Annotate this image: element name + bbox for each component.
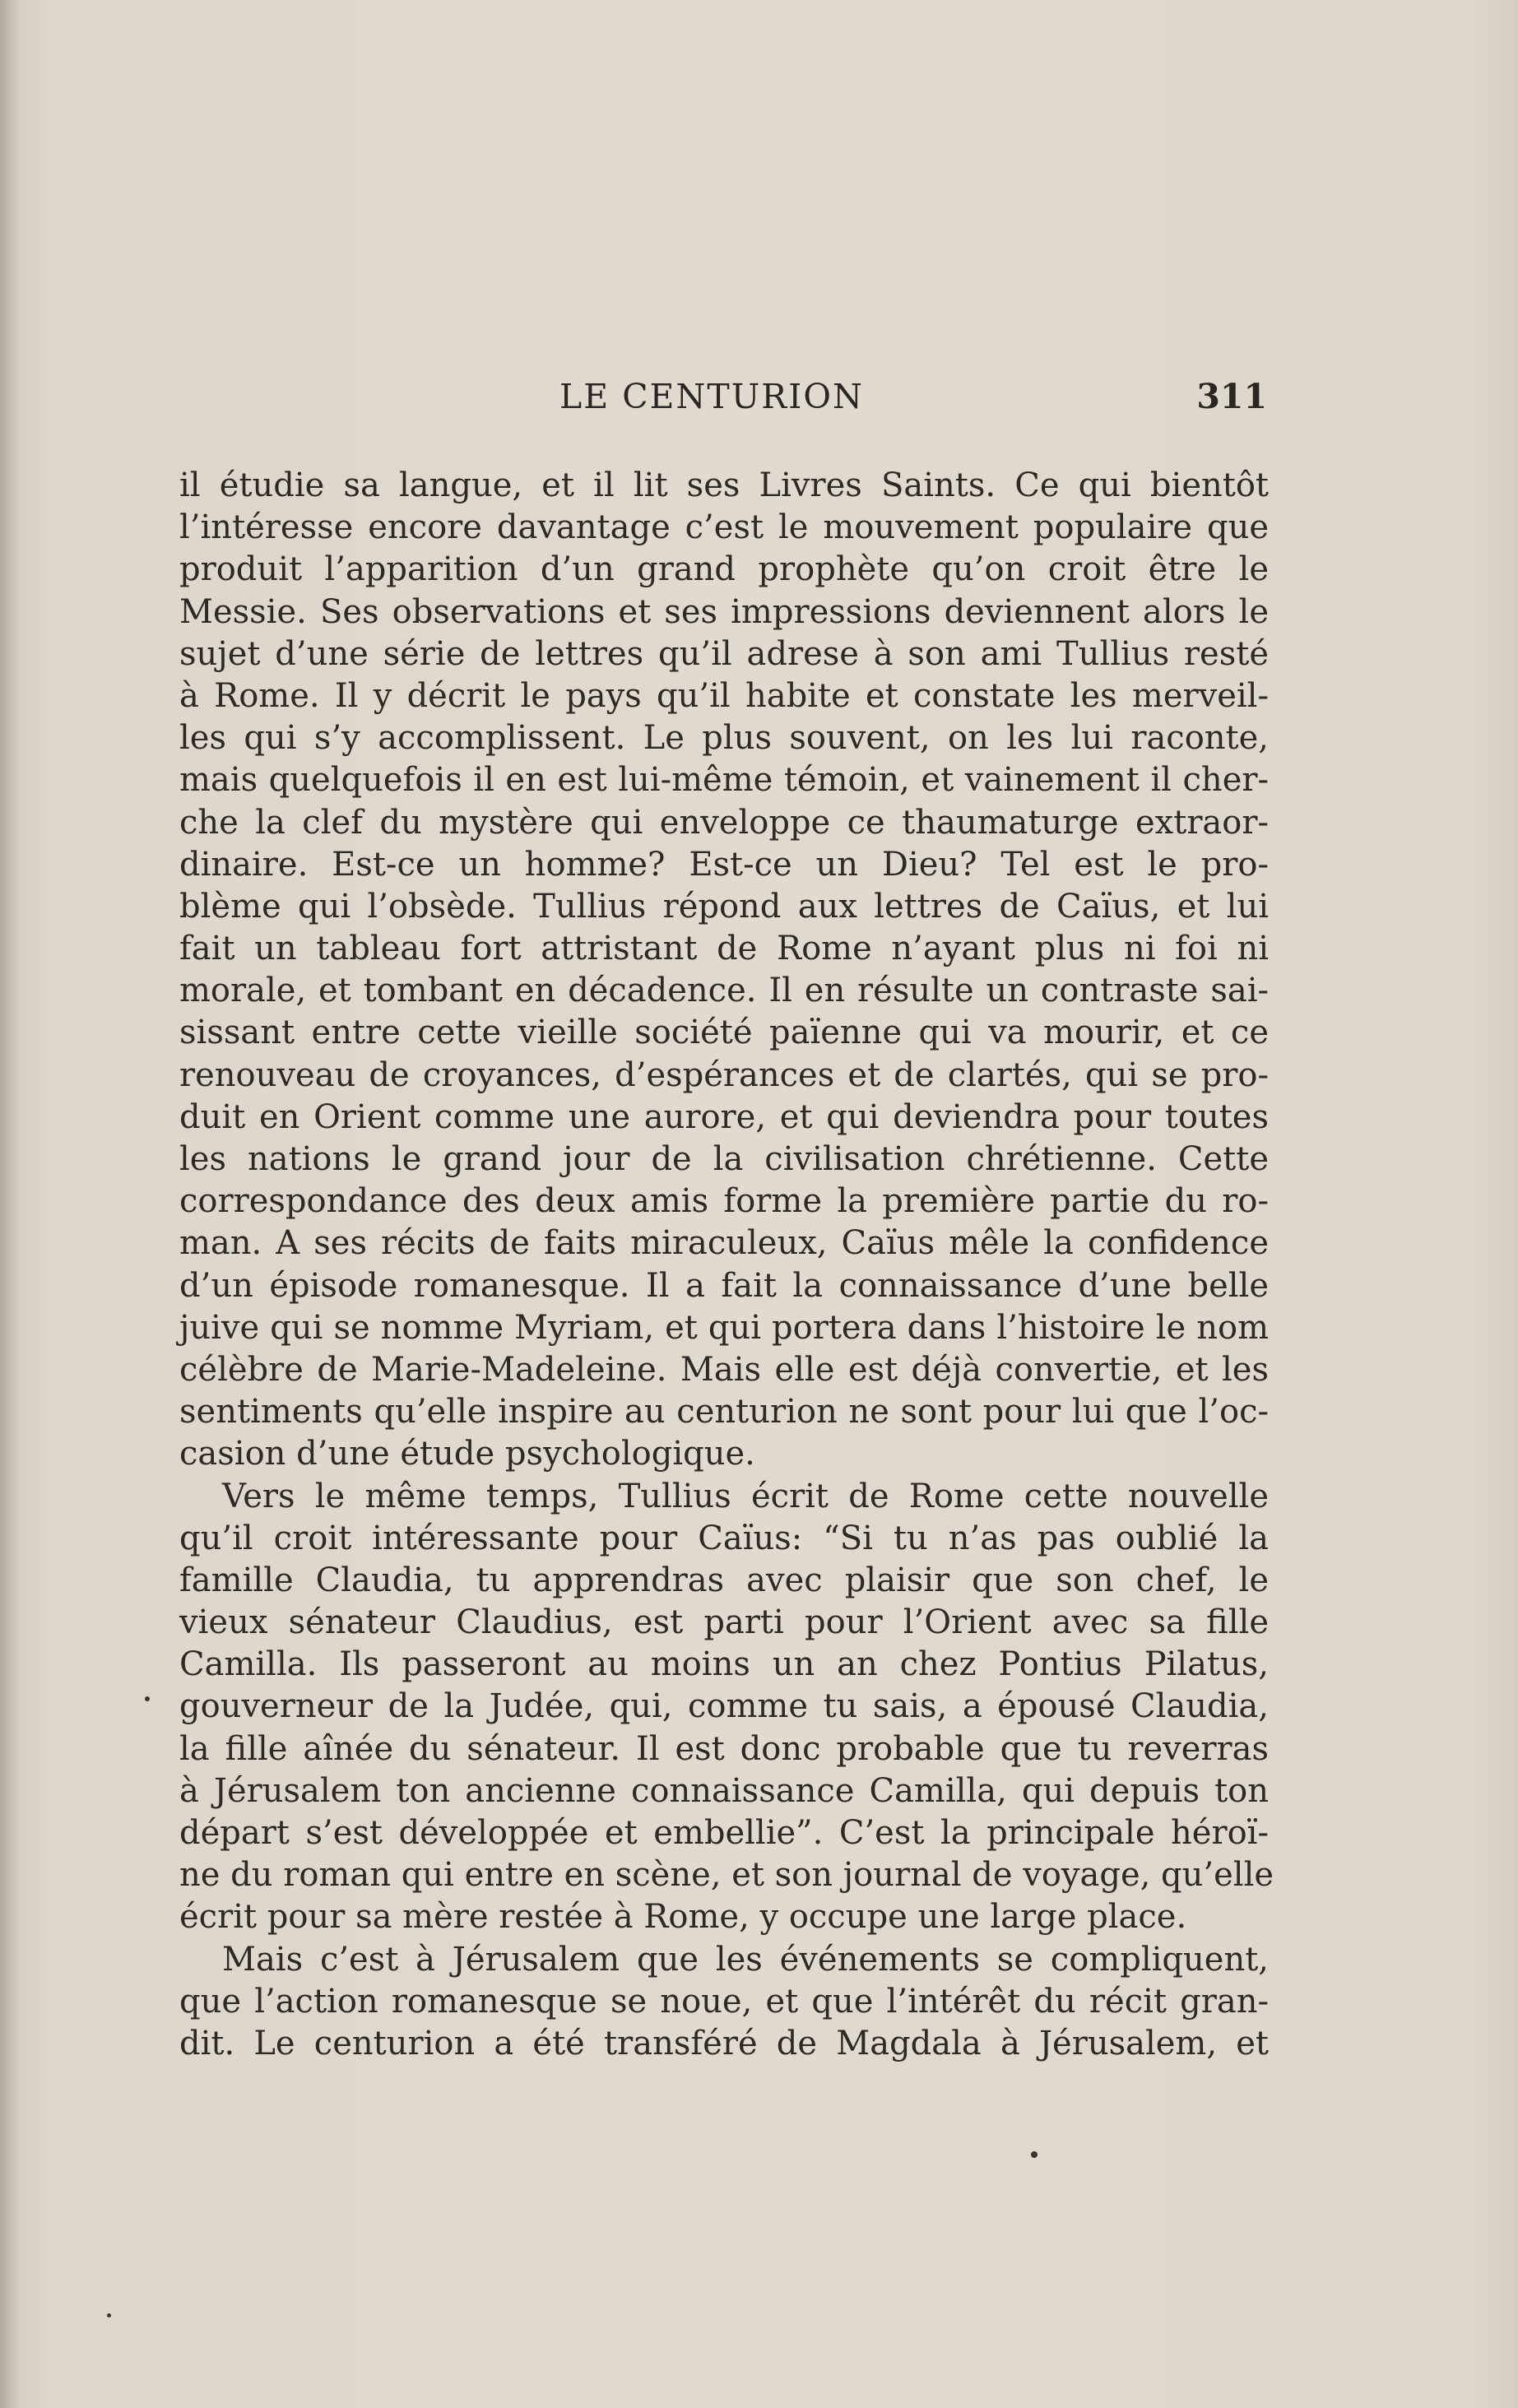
text-line: à Jérusalem ton ancienne connaissance Camilla, qui depuis ton — [179, 1771, 1269, 1810]
text-line: la fille aînée du sénateur. Il est donc probable que tu reverras — [179, 1729, 1269, 1768]
text-line: l’intéresse encore davantage c’est le mouvement populaire que — [179, 508, 1269, 547]
text-line: blème qui l’obsède. Tullius répond aux lettres de Caïus, et lui — [179, 887, 1269, 926]
text-line: gouverneur de la Judée, qui, comme tu sais, a épousé Claudia, — [179, 1687, 1269, 1726]
text-line: dit. Le centurion a été transféré de Magdala à Jérusalem, et — [179, 2024, 1269, 2062]
ink-speck — [1031, 2151, 1038, 2158]
text-line: les nations le grand jour de la civilisation chrétienne. Cette — [179, 1140, 1269, 1178]
page-edge-shadow — [0, 0, 18, 2408]
ink-speck — [107, 2313, 111, 2318]
text-line: casion d’une étude psychologique. — [179, 1435, 755, 1473]
text-line: sissant entre cette vieille société païenne qui va mourir, et ce — [179, 1014, 1269, 1052]
ink-speck — [145, 1696, 150, 1701]
text-line: à Rome. Il y décrit le pays qu’il habite et constate les merveil- — [179, 676, 1269, 715]
text-line: fait un tableau fort attristant de Rome n’ayant plus ni foi ni — [179, 930, 1269, 968]
text-line: sentiments qu’elle inspire au centurion ne sont pour lui que l’oc- — [179, 1393, 1269, 1431]
text-line: célèbre de Marie-Madeleine. Mais elle est déjà convertie, et les — [179, 1350, 1269, 1389]
text-line: sujet d’une série de lettres qu’il adrese à son ami Tullius resté — [179, 634, 1269, 673]
text-line: que l’action romanesque se noue, et que l’intérêt du récit gran- — [179, 1982, 1269, 2021]
page-number: 311 — [1196, 377, 1267, 416]
page-header — [181, 377, 1267, 426]
text-line: Camilla. Ils passeront au moins un an chez Pontius Pilatus, — [179, 1645, 1269, 1684]
text-line: duit en Orient comme une aurore, et qui deviendra pour toutes — [179, 1097, 1269, 1136]
text-line: renouveau de croyances, d’espérances et de clartés, qui se pro- — [179, 1056, 1269, 1094]
text-line: Mais c’est à Jérusalem que les événements se compliquent, — [222, 1940, 1269, 1979]
text-line: correspondance des deux amis forme la première partie du ro- — [179, 1182, 1269, 1221]
running-title: LE CENTURION — [559, 377, 864, 416]
text-line: man. A ses récits de faits miraculeux, Caïus mêle la confidence — [179, 1224, 1269, 1263]
text-line: qu’il croit intéressante pour Caïus: “Si tu n’as pas oublié la — [179, 1519, 1269, 1557]
text-line: vieux sénateur Claudius, est parti pour l’Orient avec sa fille — [179, 1603, 1269, 1642]
text-line: Messie. Ses observations et ses impressions deviennent alors le — [179, 592, 1269, 631]
text-line: départ s’est développée et embellie”. C’est la principale héroï- — [179, 1814, 1269, 1852]
text-line: mais quelquefois il en est lui-même témoin, et vainement il cher- — [179, 761, 1269, 800]
text-line: Vers le même temps, Tullius écrit de Rome cette nouvelle — [222, 1477, 1269, 1515]
body-text — [179, 465, 1274, 2065]
text-line: famille Claudia, tu apprendras avec plaisir que son chef, le — [179, 1561, 1269, 1599]
text-line: morale, et tombant en décadence. Il en résulte un contraste sai- — [179, 972, 1269, 1010]
text-line: dinaire. Est-ce un homme? Est-ce un Dieu? Tel est le pro- — [179, 845, 1269, 884]
text-line: produit l’apparition d’un grand prophète qu’on croit être le — [179, 550, 1269, 589]
text-line: les qui s’y accomplissent. Le plus souvent, on les lui raconte, — [179, 719, 1269, 758]
text-line: ne du roman qui entre en scène, et son journal de voyage, qu’elle — [179, 1856, 1274, 1895]
text-line: che la clef du mystère qui enveloppe ce thaumaturge extraor- — [179, 803, 1269, 842]
text-line: écrit pour sa mère restée à Rome, y occupe une large place. — [179, 1898, 1187, 1937]
text-line: d’un épisode romanesque. Il a fait la connaissance d’une belle — [179, 1266, 1269, 1305]
text-line: il étudie sa langue, et il lit ses Livres Saints. Ce qui bientôt — [179, 466, 1269, 504]
text-line: juive qui se nomme Myriam, et qui portera dans l’histoire le nom — [179, 1308, 1269, 1347]
